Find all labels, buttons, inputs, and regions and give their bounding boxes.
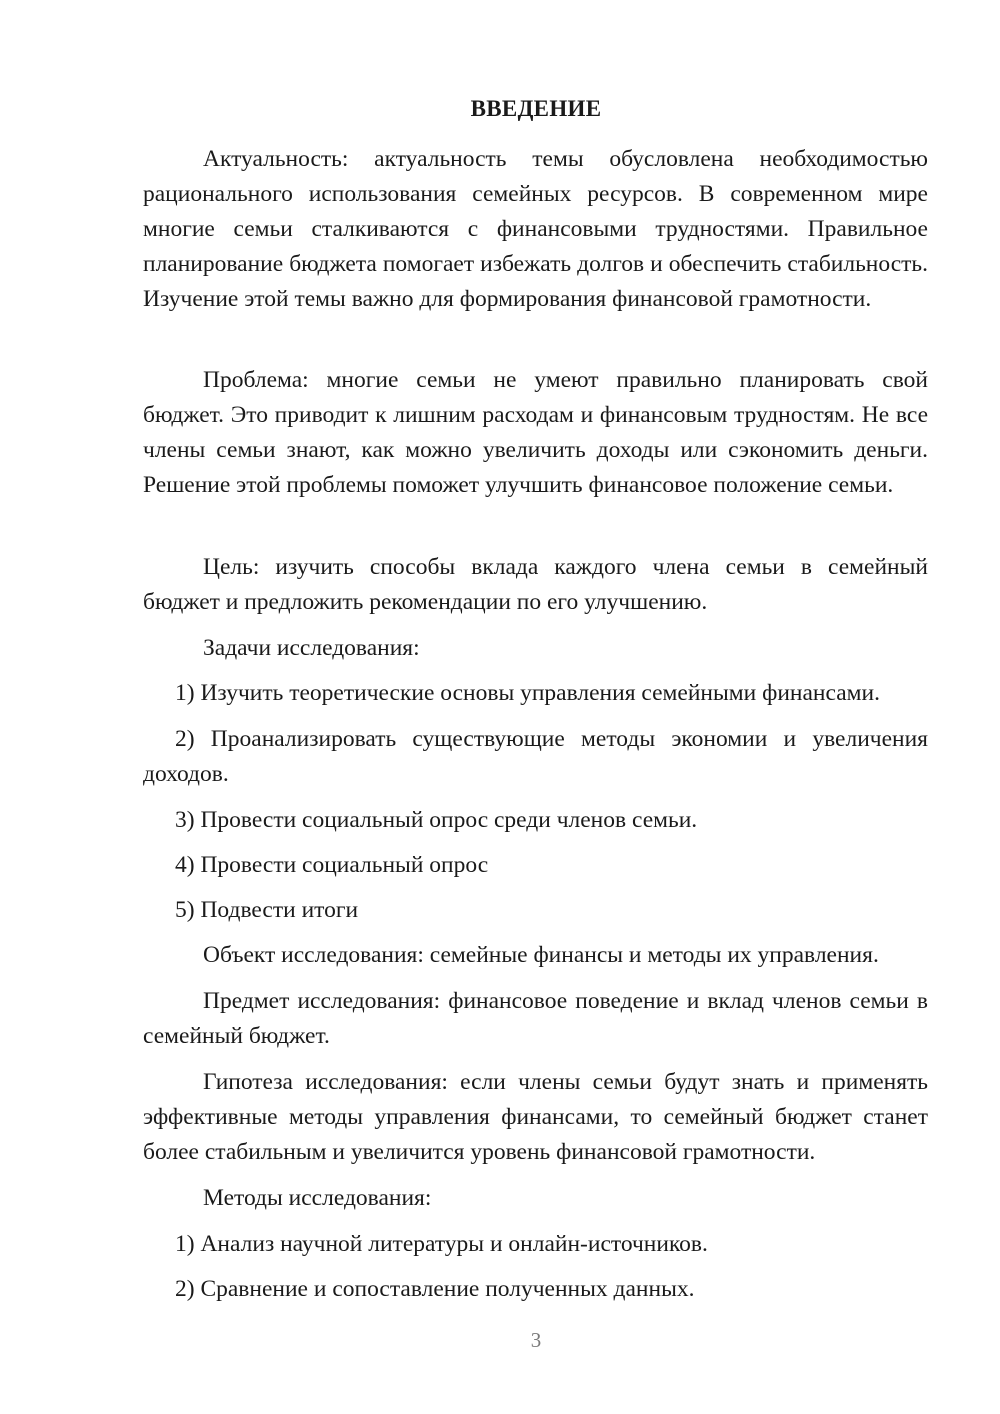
list-item: 2) Проанализировать существующие методы экономии и увеличения доходов. bbox=[143, 726, 928, 787]
method-item-2-block bbox=[143, 1272, 928, 1307]
problem-paragraph: Проблема: многие семьи не умеют правильно планировать свой бюджет. Это приводит к лишним расходам и финансовым трудностям. Не все члены семьи знают, как можно увеличить доходы или сэкономить деньги. Решение этой проблемы поможет улучшить финансовое положение семьи. bbox=[143, 367, 928, 498]
list-item: 1) Анализ научной литературы и онлайн-источников. bbox=[175, 1231, 708, 1257]
object-block bbox=[143, 938, 928, 973]
task-item-2-block bbox=[143, 722, 928, 792]
methods-heading: Методы исследования: bbox=[203, 1185, 432, 1211]
list-item: 5) Подвести итоги bbox=[175, 897, 359, 923]
task-item-4-block bbox=[143, 848, 928, 883]
relevance-paragraph: Актуальность: актуальность темы обусловлена необходимостью рационального использования семейных ресурсов. В современном мире многие семьи сталкиваются с финансовыми трудностями. Правильное планирование бюджета помогает избежать долгов и обеспечить стабильность. Изучение этой темы важно для формирования финансовой грамотности. bbox=[143, 146, 928, 312]
problem-block bbox=[143, 363, 928, 503]
section-title: ВВЕДЕНИЕ bbox=[470, 96, 602, 121]
subject-block bbox=[143, 984, 928, 1054]
task-item-3-block bbox=[143, 803, 928, 838]
list-item: 1) Изучить теоретические основы управления семейными финансами. bbox=[175, 680, 880, 706]
subject-paragraph: Предмет исследования: финансовое поведение и вклад членов семьи в семейный бюджет. bbox=[143, 988, 928, 1049]
task-item-5-block bbox=[143, 893, 928, 928]
method-item-1-block bbox=[143, 1227, 928, 1262]
methods-heading-block bbox=[143, 1181, 928, 1216]
list-item: 2) Сравнение и сопоставление полученных данных. bbox=[175, 1276, 695, 1302]
object-paragraph: Объект исследования: семейные финансы и методы их управления. bbox=[203, 942, 879, 968]
list-item: 3) Провести социальный опрос среди членов семьи. bbox=[175, 807, 698, 833]
hypothesis-paragraph: Гипотеза исследования: если члены семьи будут знать и применять эффективные методы управления финансами, то семейный бюджет станет более стабильным и увеличится уровень финансовой грамотности. bbox=[143, 1069, 928, 1165]
hypothesis-block bbox=[143, 1065, 928, 1170]
page-number: 3 bbox=[530, 1328, 542, 1352]
task-item-1-block bbox=[143, 676, 928, 711]
relevance-block bbox=[143, 142, 928, 317]
tasks-heading: Задачи исследования: bbox=[203, 635, 420, 661]
list-item: 4) Провести социальный опрос bbox=[175, 852, 489, 878]
goal-block bbox=[143, 550, 928, 620]
tasks-heading-block bbox=[143, 631, 928, 666]
goal-paragraph: Цель: изучить способы вклада каждого члена семьи в семейный бюджет и предложить рекомендации по его улучшению. bbox=[143, 554, 928, 615]
